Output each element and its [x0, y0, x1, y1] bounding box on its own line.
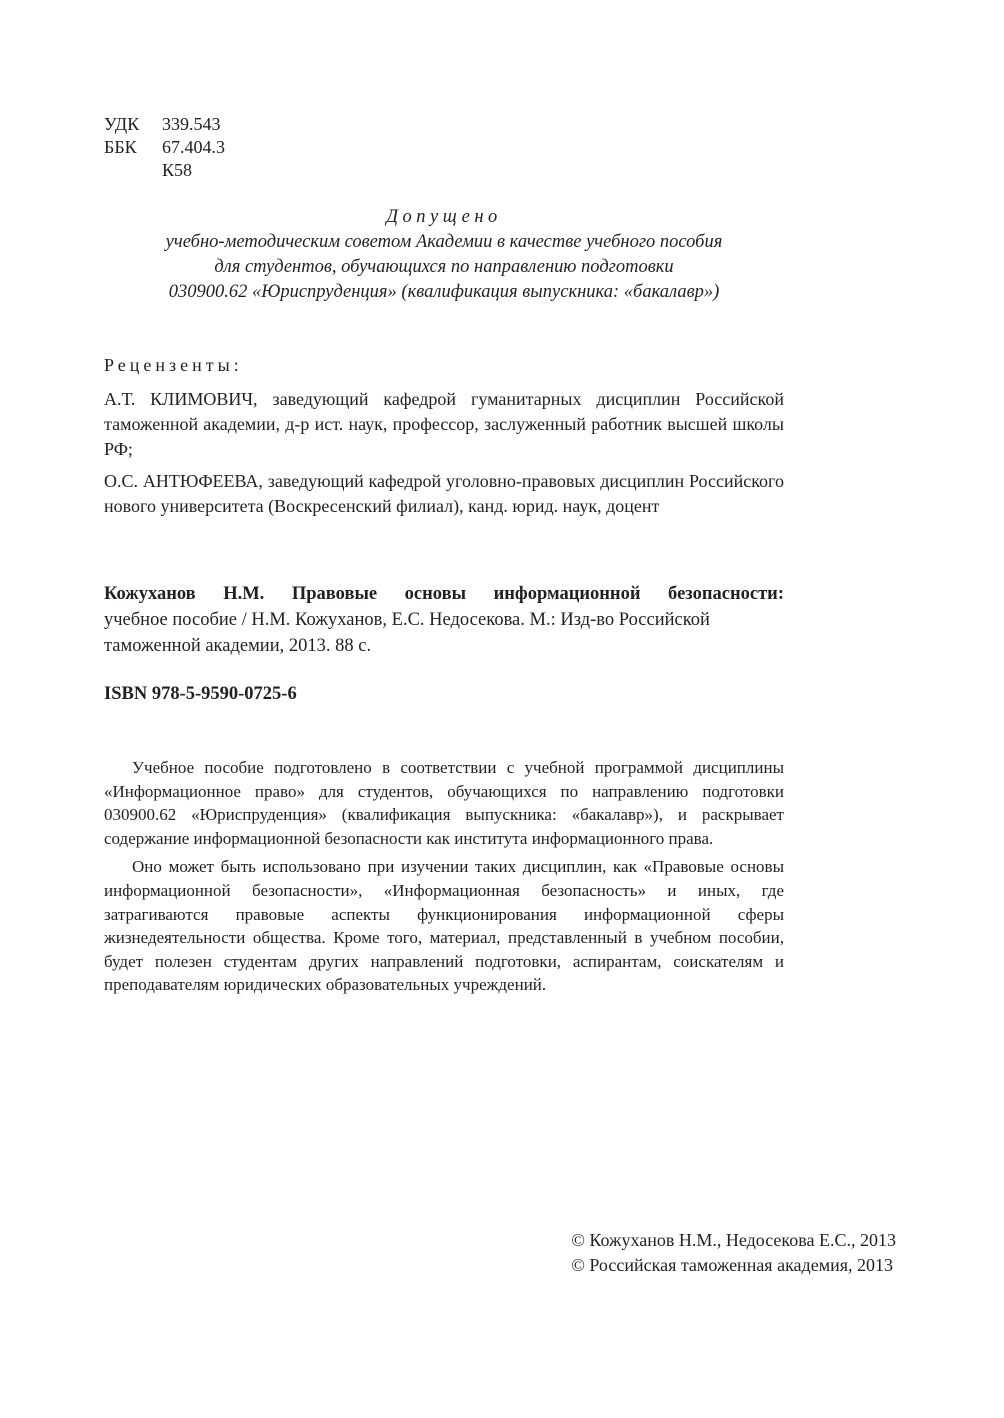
udk-value: 339.543 [162, 114, 221, 134]
reviewers-title: Рецензенты: [104, 355, 243, 375]
approval-line: учебно-методическим советом Академии в качестве учебного пособия [165, 232, 723, 252]
reviewer-entry: А.Т. КЛИМОВИЧ, заведующий кафедрой гуманитарных дисциплин Российской таможенной академии, д-р ист. наук, профессор, заслуженный работник высшей школы РФ; [104, 389, 784, 459]
approval-line: 030900.62 «Юриспруденция» (квалификация выпускника: «бакалавр») [168, 282, 720, 302]
abstract-paragraph: Учебное пособие подготовлено в соответствии с учебной программой дисциплины «Информационное право» для студентов, обучающихся по направлению подготовки 030900.62 «Юриспруденция» (квалификация выпускника: «бакалавр»), и раскрывает содержание информационной безопасности как института информационного права. [104, 758, 784, 848]
biblio-line: таможенной академии, 2013. 88 с. [104, 636, 372, 656]
biblio-line: учебное пособие / Н.М. Кожуханов, Е.С. Недосекова. М.: Изд-во Российской [104, 610, 710, 630]
reviewers-block [104, 353, 784, 526]
copyright-line: © Кожуханов Н.М., Недосекова Е.С., 2013 [571, 1230, 896, 1250]
approval-block [104, 205, 784, 305]
copyright-line: © Российская таможенная академия, 2013 [571, 1255, 893, 1275]
author-sign-row [104, 159, 225, 182]
page [104, 0, 896, 1418]
bbk-label: ББК [104, 137, 137, 157]
udk-label: УДК [104, 114, 140, 134]
bibliographic-record [104, 581, 784, 659]
bbk-value: 67.404.3 [162, 137, 225, 157]
isbn: ISBN 978-5-9590-0725-6 [104, 684, 297, 704]
approval-line: для студентов, обучающихся по направлению подготовки [214, 257, 674, 277]
author-sign: К58 [162, 160, 193, 180]
copyright-block [571, 1228, 896, 1278]
classification-codes [104, 113, 225, 182]
approval-heading: Допущено [386, 207, 502, 227]
abstract-paragraph: Оно может быть использовано при изучении таких дисциплин, как «Правовые основы информационной безопасности», «Информационная безопасность» и иных, где затрагиваются правовые аспекты функционирования информационной сферы жизнедеятельности общества. Кроме того, материал, представленный в учебном пособии, будет полезен студентам других направлений подготовки, аспирантам, соискателям и преподавателям юридических образовательных учреждений. [104, 857, 784, 995]
reviewer-entry: О.С. АНТЮФЕЕВА, заведующий кафедрой уголовно-правовых дисциплин Российского нового университета (Воскресенский филиал), канд. юрид. наук, доцент [104, 471, 784, 516]
bbk-row [104, 136, 225, 159]
udk-row [104, 113, 225, 136]
biblio-title: Кожуханов Н.М. Правовые основы информационной безопасности: [104, 584, 784, 604]
abstract [104, 756, 784, 1002]
